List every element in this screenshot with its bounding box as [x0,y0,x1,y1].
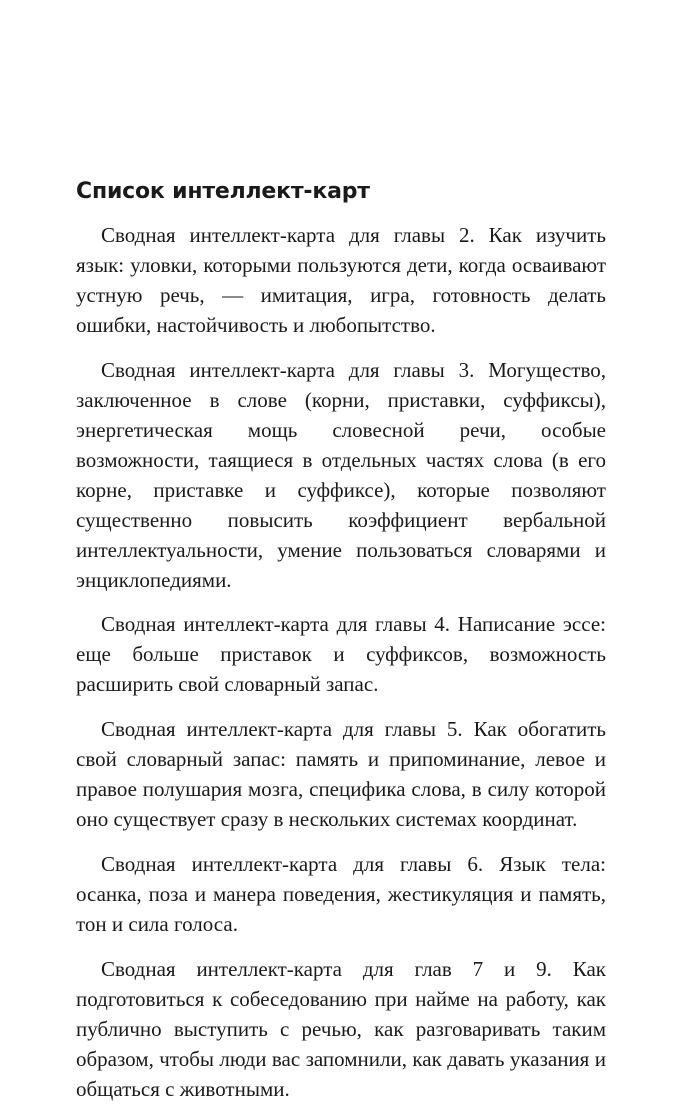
mind-map-list [76,220,606,1119]
page-title: Список интеллект-карт [76,179,370,204]
mind-map-entry-chapter-6: Сводная интеллект-карта для главы 6. Язык тела: осанка, поза и манера поведения, жестикуляция и память, тон и сила голоса. [76,852,606,936]
mind-map-entry-chapter-2: Сводная интеллект-карта для главы 2. Как изучить язык: уловки, которыми пользуются дети, когда осваивают устную речь, — имитация, игра, готовность делать ошибки, настойчивость и любопытство. [76,223,606,337]
mind-map-entry-chapters-7-9: Сводная интеллект-карта для глав 7 и 9. Как подготовиться к собеседованию при найме на работу, как публично выступить с речью, как разговаривать таким образом, чтобы люди вас запомнили, как давать указания и общаться с животными. [76,957,606,1101]
mind-map-entry-chapter-4: Сводная интеллект-карта для главы 4. Написание эссе: еще больше приставок и суффиксов, возможность расширить свой словарный запас. [76,612,606,696]
mind-map-entry-chapter-5: Сводная интеллект-карта для главы 5. Как обогатить свой словарный запас: память и припоминание, левое и правое полушария мозга, специфика слова, в силу которой оно существует сразу в нескольких системах координат. [76,717,606,831]
mind-map-entry-chapter-3: Сводная интеллект-карта для главы 3. Могущество, заключенное в слове (корни, приставки, суффиксы), энергетическая мощь словесной речи, особые возможности, таящиеся в отдельных частях слова (в его корне, приставке и суффиксе), которые позволяют существенно повысить коэффициент вербальной интеллектуальности, умение пользоваться словарями и энциклопедиями. [76,358,606,592]
